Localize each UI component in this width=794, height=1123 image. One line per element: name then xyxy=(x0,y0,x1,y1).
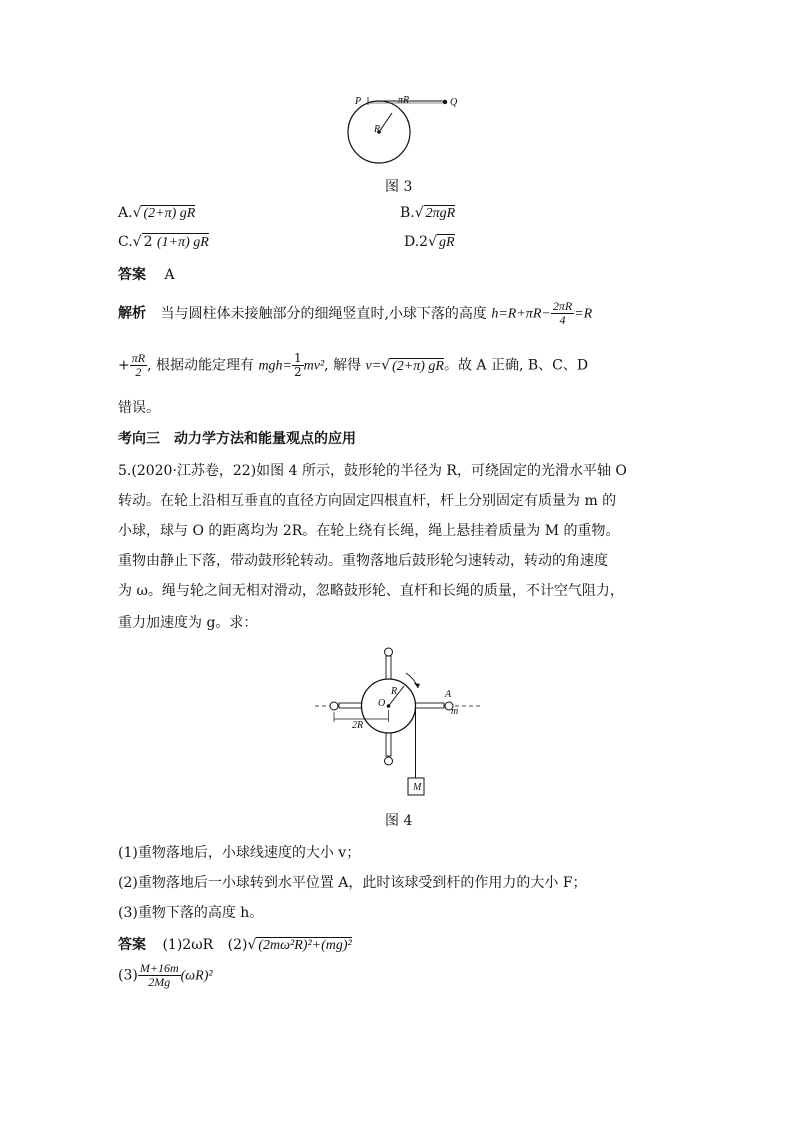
analysis-line-2: + $\frac{\pi R}{2}$ , 根据动能定理有 mgh= $\frac{1}{2}$ mv², 解得 v=√ (2+π) gR。故 A 正确, B、C、D xyxy=(118,351,589,379)
option-C: C.√ 2 (1+π) gR xyxy=(118,234,209,250)
rod-bottom xyxy=(386,730,391,756)
analysis-line-1: 解析 当与圆柱体未接触部分的细绳竖直时,小球下落的高度 h=R+πR− $\frac{2\pi R}{4}$ =R xyxy=(118,299,593,327)
problem-5-line-2: 转动。在轮上沿相互垂直的直径方向固定四根直杆，杆上分别固定有质量为 m 的 xyxy=(118,493,617,509)
fig3-label-P: P xyxy=(355,96,362,107)
ball-top xyxy=(385,648,393,656)
fig4-label-M: M xyxy=(413,782,422,793)
option-B: B.√ 2πgR xyxy=(400,205,456,221)
fig4-label-m: m xyxy=(451,706,459,717)
question-1: (1)重物落地后，小球线速度的大小 v； xyxy=(118,845,361,861)
fig4-label-O: O xyxy=(378,698,386,709)
option-D: D.2√ gR xyxy=(404,234,455,250)
ball-left xyxy=(330,702,338,710)
question-3: (3)重物下落的高度 h。 xyxy=(118,905,264,921)
fig4-label-R: R xyxy=(391,686,398,697)
rod-top xyxy=(386,656,391,682)
figure-4-diagram xyxy=(310,640,490,805)
figure-4-caption: 图 4 xyxy=(385,813,413,829)
problem-5-line-1: 5.(2020·江苏卷，22)如图 4 所示，鼓形轮的半径为 R，可绕固定的光滑水平轴 O xyxy=(118,463,627,479)
fig3-label-piR: πR xyxy=(398,95,410,106)
fig4-label-A: A xyxy=(445,689,452,700)
fig3-label-Q: Q xyxy=(450,97,458,108)
option-A: A.√ (2+π) gR xyxy=(118,205,196,221)
radius-line xyxy=(379,113,392,132)
fig3-label-R: R xyxy=(374,124,381,135)
rotation-arrowhead xyxy=(414,683,420,688)
ball-Q xyxy=(443,100,447,104)
problem-5-line-4: 重物由静止下落，带动鼓形轮转动。重物落地后鼓形轮匀速转动，转动的角速度 xyxy=(118,553,608,569)
problem-5-line-5: 为 ω。绳与轮之间无相对滑动，忽略鼓形轮、直杆和长绳的质量，不计空气阻力， xyxy=(118,583,624,599)
answer-2-line-1: 答案 (1)2ωR (2)√ (2mω²R)²+(mg)² xyxy=(118,937,352,953)
question-2: (2)重物落地后一小球转到水平位置 A，此时该球受到杆的作用力的大小 F； xyxy=(118,875,587,891)
rod-right xyxy=(414,703,444,708)
answer-1: 答案 A xyxy=(118,267,175,283)
problem-5-line-6: 重力加速度为 g。求： xyxy=(118,615,258,631)
figure-3-caption: 图 3 xyxy=(385,179,413,195)
problem-5-line-3: 小球，球与 O 的距离均为 2R。在轮上绕有长绳，绳上悬挂着质量为 M 的重物。 xyxy=(118,523,620,539)
section-title: 考向三 动力学方法和能量观点的应用 xyxy=(118,431,356,447)
rod-left xyxy=(339,703,363,708)
answer-2-line-2: (3) $\frac{M+16m}{2Mg}$ (ωR)² xyxy=(118,961,213,989)
fig4-label-2R: 2R xyxy=(352,720,364,731)
ball-bottom xyxy=(385,757,393,765)
analysis-line-3: 错误。 xyxy=(118,400,160,416)
